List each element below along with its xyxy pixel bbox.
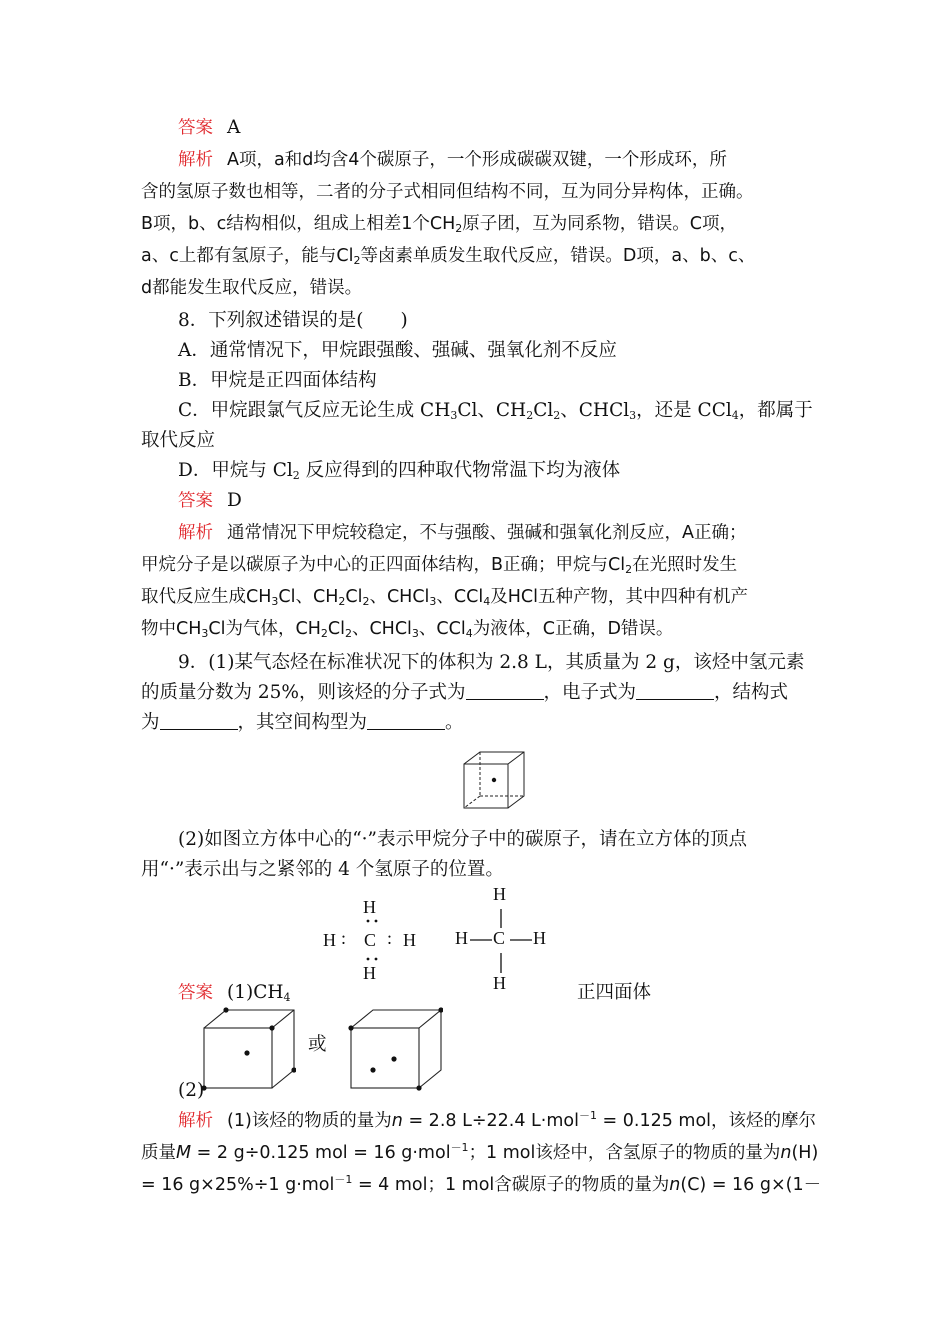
atom-h-top: H [493,884,506,904]
atom-h-left: H [323,930,336,950]
q8-option-c-cont: 取代反应 [141,430,216,451]
atom-c: C [364,930,377,950]
answer-label: 答案 [178,983,213,1003]
q8-analysis-line-3: 取代反应生成$CH_3Cl$、$CH_2Cl_2$、CHCl$_3$、CCl$_4$及HCl五种产物，其中四种有机产 [141,587,748,608]
atom-h-left: H [455,928,468,948]
question-text: 的质量分数为 25%，则该烃的分子式为 [141,682,466,703]
electron-pair-left: : [341,928,347,948]
option-text: 、CHCl [560,400,630,421]
blank-spatial-shape[interactable] [367,711,445,730]
analysis-text: = 2.8 L÷22.4 L·mol [402,1111,579,1131]
q9-part2-line-1: (2)如图立方体中心的“·”表示甲烷分子中的碳原子，请在立方体的顶点 [178,829,748,850]
q8-answer-line [178,486,810,516]
question-text: ，电子式为 [543,682,637,703]
analysis-label: 解析 [178,1111,213,1131]
exponent: －1 [450,1141,469,1154]
symbol-n: n [780,1143,792,1163]
q8-option-d: D．甲烷与 $Cl_2$ 反应得到的四种取代物常温下均为液体 [178,460,621,482]
analysis-text: 及HCl五种产物，其中四种有机产 [490,587,748,607]
analysis-text: 、CCl [436,587,484,607]
analysis-text: 、CHCl [369,587,430,607]
analysis-text: Cl [345,587,363,607]
analysis-text: (1)该烃的物质的量为 [227,1111,392,1131]
answer-part2-label: (2) [178,1080,205,1101]
q8-analysis-line-4: 物中$CH_3Cl$为气体，$CH_2Cl_2$、CHCl$_3$、CCl$_4$为液体，C正确，D错误。 [141,619,674,640]
q7-answer-line [178,113,810,143]
exponent: －1 [578,1109,597,1122]
blank-electron-formula[interactable] [636,681,714,700]
question-text: ，结构式 [714,682,789,703]
exponent: －1 [334,1173,353,1186]
analysis-text: a、c上都有氢原子，能与Cl [141,246,354,266]
symbol-m: M [176,1143,192,1163]
blank-structural-formula[interactable] [160,711,238,730]
analysis-text: 含的氢原子数也相等，二者的分子式相同但结构不同，互为同分异构体，正确。 [141,182,754,202]
analysis-text: (C) = 16 g×(1－ [680,1175,822,1195]
atom-h-top: H [363,897,376,917]
analysis-text: 等卤素单质发生取代反应，错误。D项，a、b、c、 [360,246,756,266]
option-text: ，都属于 [738,400,813,421]
analysis-text: = 0.125 mol，该烃的摩尔 [596,1111,817,1131]
question-text: ，其空间构型为 [237,712,368,733]
electron-pair-dots [360,918,384,962]
analysis-text: Cl [327,619,345,639]
q9-analysis-line-1 [178,1106,817,1136]
question-text: 为 [141,712,160,733]
atom-h-bottom: H [363,963,376,983]
q8-stem: 8．下列叙述错误的是( ) [178,310,408,331]
option-text: 反应得到的四种取代物常温下均为液体 [299,460,621,481]
q9-part1-line-3 [141,708,811,738]
answer-value: D [227,490,242,511]
q7-analysis-line-4: a、c上都有氢原子，能与$Cl_2$等卤素单质发生取代反应，错误。D项，a、b、c、 [141,246,756,267]
analysis-text: 甲烷分子是以碳原子为中心的正四面体结构，B正确；甲烷与Cl [141,555,626,575]
atom-h-right: H [533,928,546,948]
q8-option-a: A．通常情况下，甲烷跟强酸、强碱、强氧化剂不反应 [178,340,617,361]
analysis-text: 通常情况下甲烷较稳定，不与强酸、强碱和强氧化剂反应，A正确； [227,523,747,543]
or-text: 或 [308,1034,327,1055]
blank-formula[interactable] [466,681,544,700]
answer-value: A [227,117,241,138]
electron-pair-right: : [387,928,393,948]
q7-analysis-line-3: B项，b、c结构相似，组成上相差1个$CH_2$原子团，互为同系物，错误。C项， [141,214,737,235]
question-cube-diagram [462,750,528,810]
analysis-text: = 2 g÷0.125 mol = 16 g·mol [191,1143,451,1163]
symbol-n: n [391,1111,403,1131]
answer-label: 答案 [178,491,213,511]
analysis-text: = 16 g×25%÷1 g·mol [141,1175,335,1195]
q9-analysis-line-2 [141,1138,819,1168]
q8-analysis-line-2: 甲烷分子是以碳原子为中心的正四面体结构，B正确；甲烷与$Cl_2$在光照时发生 [141,555,738,576]
analysis-text: (H) [791,1143,819,1163]
q9-part1-line-2 [141,678,811,708]
answer-shape: 正四面体 [577,982,652,1003]
atom-c: C [493,928,506,948]
q9-part2-line-2: 用“·”表示出与之紧邻的 4 个氢原子的位置。 [141,859,504,880]
analysis-label: 解析 [178,523,213,543]
q7-analysis-line-2 [141,177,811,207]
atom-h-right: H [403,930,416,950]
q7-analysis-line-1 [178,145,810,175]
option-text: Cl、CH [457,400,527,421]
option-text: D．甲烷与 Cl [178,460,293,481]
analysis-text: 在光照时发生 [632,555,738,575]
analysis-text: ；1 mol该烃中，含氢原子的物质的量为 [468,1143,781,1163]
analysis-text: A项，a和d均含4个碳原子，一个形成碳碳双键，一个形成环，所 [227,150,727,170]
question-text: 。 [445,712,464,733]
analysis-label: 解析 [178,150,213,170]
analysis-text: 、CHCl [351,619,412,639]
q7-analysis-line-5 [141,273,811,303]
q9-part1-line-1: 9．(1)某气态烃在标准状况下的体积为 2.8 L，其质量为 2 g，该烃中氢元素 [178,652,805,673]
analysis-text: 为液体，C正确，D错误。 [472,619,674,639]
analysis-text: 、CCl [418,619,466,639]
analysis-text: 取代反应生成CH [141,587,272,607]
answer-cube-right [347,1006,443,1092]
structural-bonds [450,900,550,980]
analysis-text: 物中CH [141,619,202,639]
q8-analysis-line-1 [178,518,810,548]
option-text: ，还是 CCl [636,400,732,421]
option-text: C．甲烷跟氯气反应无论生成 CH [178,400,451,421]
q8-option-c: C．甲烷跟氯气反应无论生成 $CH_3Cl$、$CH_2Cl_2$、CHCl$_3$，还是 CCl$_4$，都属于 [178,400,813,422]
analysis-text: 原子团，互为同系物，错误。C项， [462,214,737,234]
symbol-n: n [669,1175,681,1195]
analysis-text: 质量 [141,1143,176,1163]
analysis-text: Cl为气体，CH [208,619,321,639]
q9-analysis-line-3 [141,1170,822,1200]
analysis-text: = 4 mol；1 mol含碳原子的物质的量为 [352,1175,670,1195]
analysis-text: B项，b、c结构相似，组成上相差1个CH [141,214,456,234]
q9-answer-line: 答案 $(1)CH_4$ [178,982,291,1004]
answer-formula: (1)CH [227,982,284,1003]
analysis-text: Cl、CH [278,587,339,607]
atom-h-bottom: H [493,973,506,993]
q8-option-b: B．甲烷是正四面体结构 [178,370,377,391]
answer-label: 答案 [178,118,213,138]
analysis-text: d都能发生取代反应，错误。 [141,278,363,298]
option-text: Cl [533,400,554,421]
